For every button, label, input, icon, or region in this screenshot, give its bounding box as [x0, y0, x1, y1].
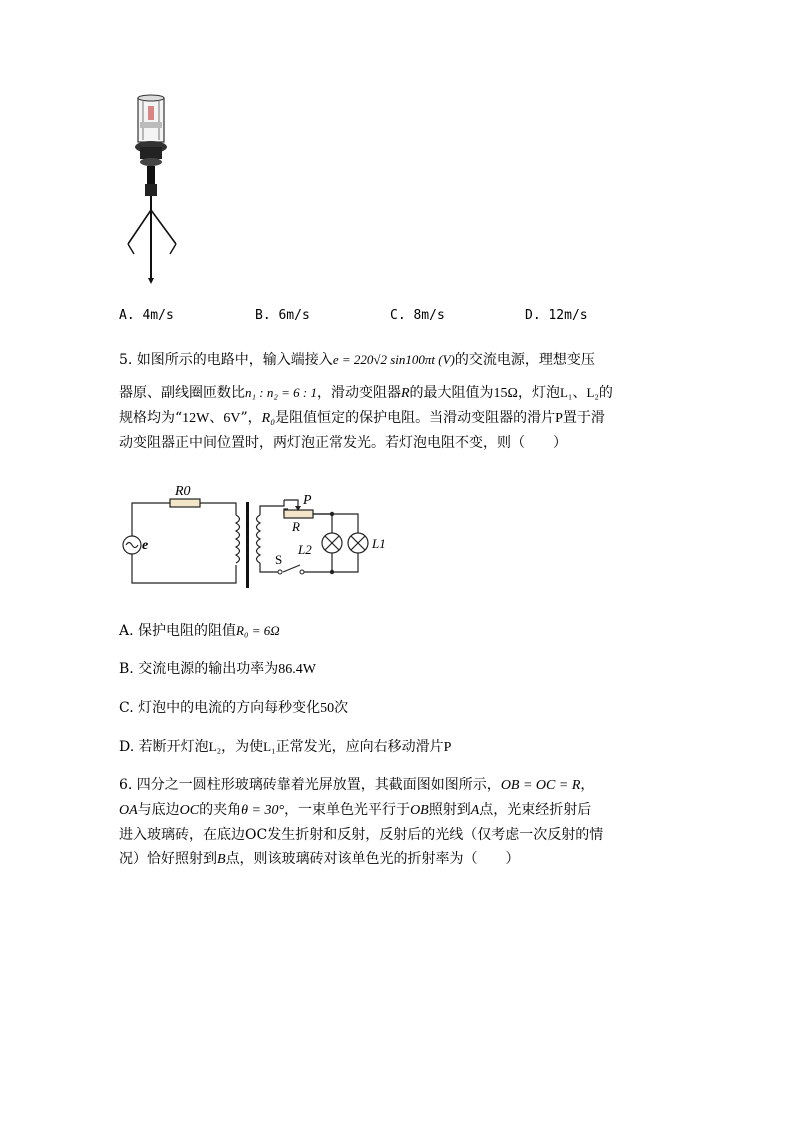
text: 的最大阻值为 — [409, 385, 494, 401]
label-l1: L1 — [372, 536, 386, 551]
q6-stem-line-3: 进入玻璃砖，在底边OC发生折射和反射，反射后的光线（仅考虑一次反射的情 — [119, 827, 604, 843]
option-key: C — [390, 308, 398, 323]
value: 50 — [320, 701, 335, 716]
q4-option-b: B. 6m/s — [255, 308, 310, 323]
formula: R₀ = 6Ω — [236, 623, 280, 638]
text: ，一束单色光平行于 — [284, 802, 411, 818]
text: 点，光束经折射后 — [479, 802, 592, 818]
option-key: B — [255, 308, 263, 323]
q5-option-b — [119, 656, 316, 683]
q4-option-d: D. 12m/s — [525, 308, 588, 323]
text: 器原、副线圈匝数比 — [119, 385, 245, 401]
text: ”， — [240, 410, 262, 426]
label-s: S — [275, 552, 283, 567]
text: C. 灯泡中的电流的方向每秒变化 — [119, 700, 321, 716]
text: 5. 如图所示的电路中，输入端接入 — [119, 352, 333, 368]
label-r: R — [292, 519, 300, 534]
text: ，滑动变阻器 — [316, 385, 401, 401]
label-r0: R0 — [175, 484, 191, 499]
text: 照射到 — [428, 802, 471, 818]
formula-e: e = 220√2 sin100πt (V) — [332, 352, 455, 367]
symbol-ob: OB — [410, 803, 429, 818]
q5-stem-line-4: 动变阻器正中间位置时，两灯泡正常发光。若灯泡电阻不变，则（ ） — [119, 435, 567, 451]
text: 、 — [572, 385, 587, 401]
symbol-r: R — [400, 386, 410, 401]
symbol-b: B — [217, 852, 226, 867]
q4-option-c: C. 8m/s — [390, 308, 445, 323]
launcher-tripod-figure — [120, 92, 190, 287]
formula: OB = OC = R — [500, 778, 581, 793]
label-l2: L2 — [298, 542, 312, 557]
label-e: e — [142, 538, 149, 553]
text: 况）恰好照射到 — [119, 851, 217, 867]
text: A. 保护电阻的阻值 — [119, 623, 237, 639]
text: 6. 四分之一圆柱形玻璃砖靠着光屏放置，其截面图如图所示， — [119, 777, 501, 793]
option-key: A — [119, 308, 127, 323]
q6-stem-line-2 — [119, 797, 591, 824]
spec: 12W、6V — [182, 411, 241, 426]
value: 15Ω — [493, 386, 518, 401]
q5-option-d — [119, 734, 451, 761]
text: 次 — [334, 700, 349, 716]
text: ，为使 — [221, 739, 264, 755]
text: ，灯泡 — [517, 385, 560, 401]
text: 正常发光，应向右移动滑片 — [275, 739, 444, 755]
symbol-l2: L₂ — [586, 385, 599, 400]
symbol-oa: OA — [119, 803, 138, 818]
text: 规格均为“ — [119, 410, 183, 426]
text: 置于滑 — [562, 410, 605, 426]
option-text: 8m/s — [413, 308, 445, 323]
option-key: D — [525, 308, 533, 323]
text: D. 若断开灯泡 — [119, 739, 209, 755]
q5-stem-line-3 — [119, 405, 605, 432]
value: 86.4W — [278, 662, 316, 677]
symbol-p: P — [555, 411, 563, 426]
text: B. 交流电源的输出功率为 — [119, 661, 279, 677]
circuit-diagram — [118, 480, 386, 590]
text: 的夹角 — [199, 802, 242, 818]
formula-theta: θ = 30° — [241, 803, 285, 818]
text: ， — [580, 777, 595, 793]
symbol-l1: L₁ — [559, 385, 573, 400]
symbol-l1: L₁ — [263, 739, 276, 754]
q4-option-a: A. 4m/s — [119, 308, 174, 323]
symbol-p: P — [443, 740, 452, 755]
text: 与底边 — [137, 802, 180, 818]
label-p: P — [303, 493, 312, 508]
turns-ratio: n₁ : n₂ = 6 : 1 — [245, 385, 317, 400]
text: 点，则该玻璃砖对该单色光的折射率为（ ） — [225, 851, 520, 867]
q6-stem-line-1 — [119, 772, 594, 799]
option-text: 4m/s — [142, 308, 174, 323]
symbol-r0: R₀ — [261, 411, 276, 426]
option-text: 6m/s — [278, 308, 310, 323]
text: 是阻值恒定的保护电阻。当滑动变阻器的滑片 — [275, 410, 556, 426]
text: 的交流电源，理想变压 — [454, 352, 595, 368]
q5-stem-line-2 — [119, 380, 613, 407]
text: 的 — [598, 385, 613, 401]
q5-option-a — [119, 618, 280, 644]
option-text: 12m/s — [548, 308, 588, 323]
q5-option-c — [119, 695, 348, 722]
q5-stem-line-1 — [119, 347, 595, 373]
symbol-oc: OC — [179, 803, 200, 818]
symbol-l2: L₂ — [208, 739, 222, 754]
q6-stem-line-4 — [119, 846, 520, 873]
symbol-a: A — [470, 803, 480, 818]
